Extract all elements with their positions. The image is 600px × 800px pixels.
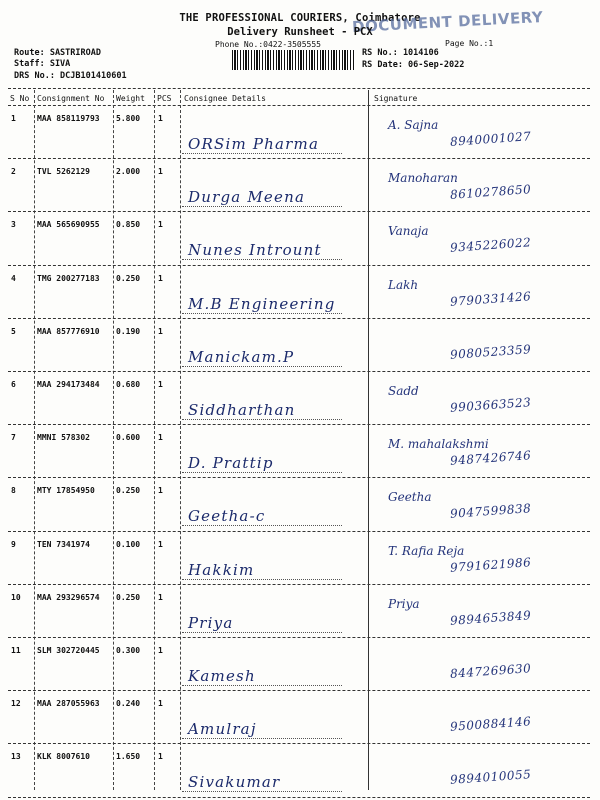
row-weight: 0.240 bbox=[116, 699, 141, 709]
consignee-underline bbox=[182, 153, 342, 154]
row-signature: Sadd bbox=[388, 384, 419, 398]
row-separator bbox=[8, 318, 590, 319]
row-consignee-name: Sivakumar bbox=[188, 773, 281, 792]
row-sno: 5 bbox=[11, 326, 16, 336]
col-weight: Weight bbox=[116, 94, 145, 103]
row-consignee-name: Durga Meena bbox=[188, 188, 306, 207]
row-separator bbox=[8, 531, 590, 532]
row-pcs: 1 bbox=[158, 486, 163, 496]
row-phone: 9790331426 bbox=[449, 288, 532, 309]
row-consignment-no: MTY 17854950 bbox=[37, 486, 95, 496]
row-weight: 0.100 bbox=[116, 539, 141, 549]
document-delivery-stamp: DOCUMENT DELIVERY bbox=[351, 8, 544, 36]
row-sno: 7 bbox=[11, 433, 16, 443]
row-consignment-no: TMG 200277183 bbox=[37, 273, 100, 283]
consignee-underline bbox=[182, 259, 342, 260]
row-separator bbox=[8, 584, 590, 585]
col-divider bbox=[154, 90, 155, 790]
row-phone: 9487426746 bbox=[449, 448, 532, 469]
row-sno: 1 bbox=[11, 114, 16, 123]
row-phone: 8940001027 bbox=[449, 129, 532, 149]
row-sno: 6 bbox=[11, 380, 16, 389]
row-consignment-no: KLK 8007610 bbox=[37, 752, 90, 762]
row-consignee-name: ORSim Pharma bbox=[188, 135, 320, 153]
header-rule-bottom bbox=[8, 105, 590, 106]
row-pcs: 1 bbox=[158, 114, 163, 123]
col-divider bbox=[113, 90, 114, 790]
row-signature: Manoharan bbox=[388, 171, 458, 186]
row-phone: 9500884146 bbox=[449, 714, 532, 735]
row-weight: 0.190 bbox=[116, 326, 141, 336]
row-weight: 1.650 bbox=[116, 752, 141, 762]
row-separator bbox=[8, 743, 590, 744]
row-consignee-name: Nunes Intrount bbox=[188, 241, 322, 260]
row-signature: Lakh bbox=[388, 277, 419, 292]
runsheet-title: Delivery Runsheet - PCX bbox=[227, 26, 373, 38]
staff-label: Staff: SIVA bbox=[14, 59, 71, 69]
row-sno: 8 bbox=[11, 486, 16, 496]
row-sno: 10 bbox=[11, 592, 21, 602]
row-sno: 4 bbox=[11, 273, 16, 283]
row-consignment-no: MAA 565690955 bbox=[37, 220, 100, 230]
row-phone: 9894010055 bbox=[449, 767, 532, 788]
row-separator bbox=[8, 424, 590, 425]
row-separator bbox=[8, 637, 590, 638]
row-phone: 8610278650 bbox=[449, 182, 532, 203]
row-phone: 9047599838 bbox=[449, 501, 532, 522]
drs-number: DRS No.: DCJB101410601 bbox=[14, 71, 127, 81]
row-phone: 9903663523 bbox=[449, 395, 532, 415]
col-pcs: PCS bbox=[157, 94, 172, 103]
row-sno: 2 bbox=[11, 167, 16, 177]
consignee-underline bbox=[182, 472, 342, 473]
row-weight: 0.250 bbox=[116, 592, 141, 602]
row-pcs: 1 bbox=[158, 167, 163, 177]
company-title: THE PROFESSIONAL COURIERS, Coimbatore bbox=[179, 12, 421, 24]
row-consignment-no: TEN 7341974 bbox=[37, 539, 90, 549]
row-consignment-no: TVL 5262129 bbox=[37, 167, 90, 177]
consignee-underline bbox=[182, 791, 342, 792]
row-pcs: 1 bbox=[158, 433, 163, 443]
row-signature: M. mahalakshmi bbox=[388, 437, 489, 452]
row-phone: 9791621986 bbox=[449, 554, 532, 575]
row-signature: Vanaja bbox=[388, 224, 429, 239]
row-pcs: 1 bbox=[158, 220, 163, 230]
row-pcs: 1 bbox=[158, 539, 163, 549]
consignee-underline bbox=[182, 579, 342, 580]
row-weight: 0.680 bbox=[116, 380, 141, 389]
row-pcs: 1 bbox=[158, 752, 163, 762]
col-consignee: Consignee Details bbox=[184, 94, 266, 103]
rs-date: RS Date: 06-Sep-2022 bbox=[362, 60, 465, 70]
consignee-underline bbox=[182, 419, 342, 420]
consignee-underline bbox=[182, 685, 342, 686]
row-separator bbox=[8, 477, 590, 478]
col-signature: Signature bbox=[374, 94, 418, 103]
row-sno: 13 bbox=[11, 752, 21, 762]
row-separator bbox=[8, 158, 590, 159]
row-sno: 11 bbox=[11, 646, 21, 655]
row-consignment-no: SLM 302720445 bbox=[37, 646, 100, 655]
row-consignment-no: MAA 293296574 bbox=[37, 592, 100, 602]
row-separator bbox=[8, 797, 590, 798]
row-phone: 9345226022 bbox=[449, 235, 532, 256]
row-signature: Priya bbox=[388, 596, 420, 611]
row-signature: Geetha bbox=[388, 490, 432, 505]
row-consignee-name: Priya bbox=[188, 613, 234, 632]
row-pcs: 1 bbox=[158, 592, 163, 602]
row-consignee-name: Kamesh bbox=[188, 667, 256, 685]
consignee-underline bbox=[182, 366, 342, 367]
row-weight: 0.850 bbox=[116, 220, 141, 230]
col-divider bbox=[34, 90, 35, 790]
row-sno: 3 bbox=[11, 220, 16, 230]
phone-number: Phone No.:0422-3505555 bbox=[215, 40, 321, 49]
row-sno: 9 bbox=[11, 539, 16, 549]
col-divider bbox=[180, 90, 181, 790]
consignee-underline bbox=[182, 313, 342, 314]
row-consignee-name: M.B Engineering bbox=[188, 294, 336, 313]
row-consignee-name: D. Prattip bbox=[188, 454, 274, 473]
row-consignment-no: MAA 858119793 bbox=[37, 114, 100, 123]
col-sno: S No bbox=[10, 94, 30, 103]
row-weight: 0.600 bbox=[116, 433, 141, 443]
row-pcs: 1 bbox=[158, 273, 163, 283]
row-separator bbox=[8, 265, 590, 266]
row-sno: 12 bbox=[11, 699, 21, 709]
row-consignment-no: MAA 294173484 bbox=[37, 380, 100, 389]
row-consignee-name: Siddharthan bbox=[188, 401, 296, 419]
row-pcs: 1 bbox=[158, 699, 163, 709]
row-weight: 2.000 bbox=[116, 167, 141, 177]
consignee-underline bbox=[182, 206, 342, 207]
row-consignee-name: Hakkim bbox=[188, 560, 255, 579]
consignee-underline bbox=[182, 738, 342, 739]
row-weight: 0.300 bbox=[116, 646, 141, 655]
row-signature: T. Rafia Reja bbox=[388, 543, 465, 558]
row-separator bbox=[8, 690, 590, 691]
row-phone: 9080523359 bbox=[449, 341, 532, 362]
row-phone: 8447269630 bbox=[449, 661, 532, 681]
row-consignee-name: Amulraj bbox=[188, 720, 257, 739]
row-consignee-name: Geetha-c bbox=[188, 507, 266, 526]
col-consignment: Consignment No bbox=[37, 94, 105, 103]
row-weight: 5.800 bbox=[116, 114, 141, 123]
consignee-underline bbox=[182, 632, 342, 633]
row-pcs: 1 bbox=[158, 380, 163, 389]
row-phone: 9894653849 bbox=[449, 607, 532, 628]
row-consignment-no: MAA 287055963 bbox=[37, 699, 100, 709]
row-pcs: 1 bbox=[158, 326, 163, 336]
row-separator bbox=[8, 211, 590, 212]
header-rule-top bbox=[8, 88, 590, 89]
row-consignment-no: MAA 857776910 bbox=[37, 326, 100, 336]
rs-number: RS No.: 1014106 bbox=[362, 48, 439, 58]
row-consignee-name: Manickam.P bbox=[188, 347, 295, 366]
row-signature: A. Sajna bbox=[388, 118, 439, 132]
col-divider bbox=[368, 90, 369, 790]
row-weight: 0.250 bbox=[116, 486, 141, 496]
page-number: Page No.:1 bbox=[445, 39, 494, 48]
row-separator bbox=[8, 371, 590, 372]
barcode bbox=[232, 50, 355, 70]
route-label: Route: SASTRIROAD bbox=[14, 48, 101, 58]
row-weight: 0.250 bbox=[116, 273, 141, 283]
row-pcs: 1 bbox=[158, 646, 163, 655]
row-consignment-no: MMNI 578302 bbox=[37, 433, 90, 443]
consignee-underline bbox=[182, 525, 342, 526]
